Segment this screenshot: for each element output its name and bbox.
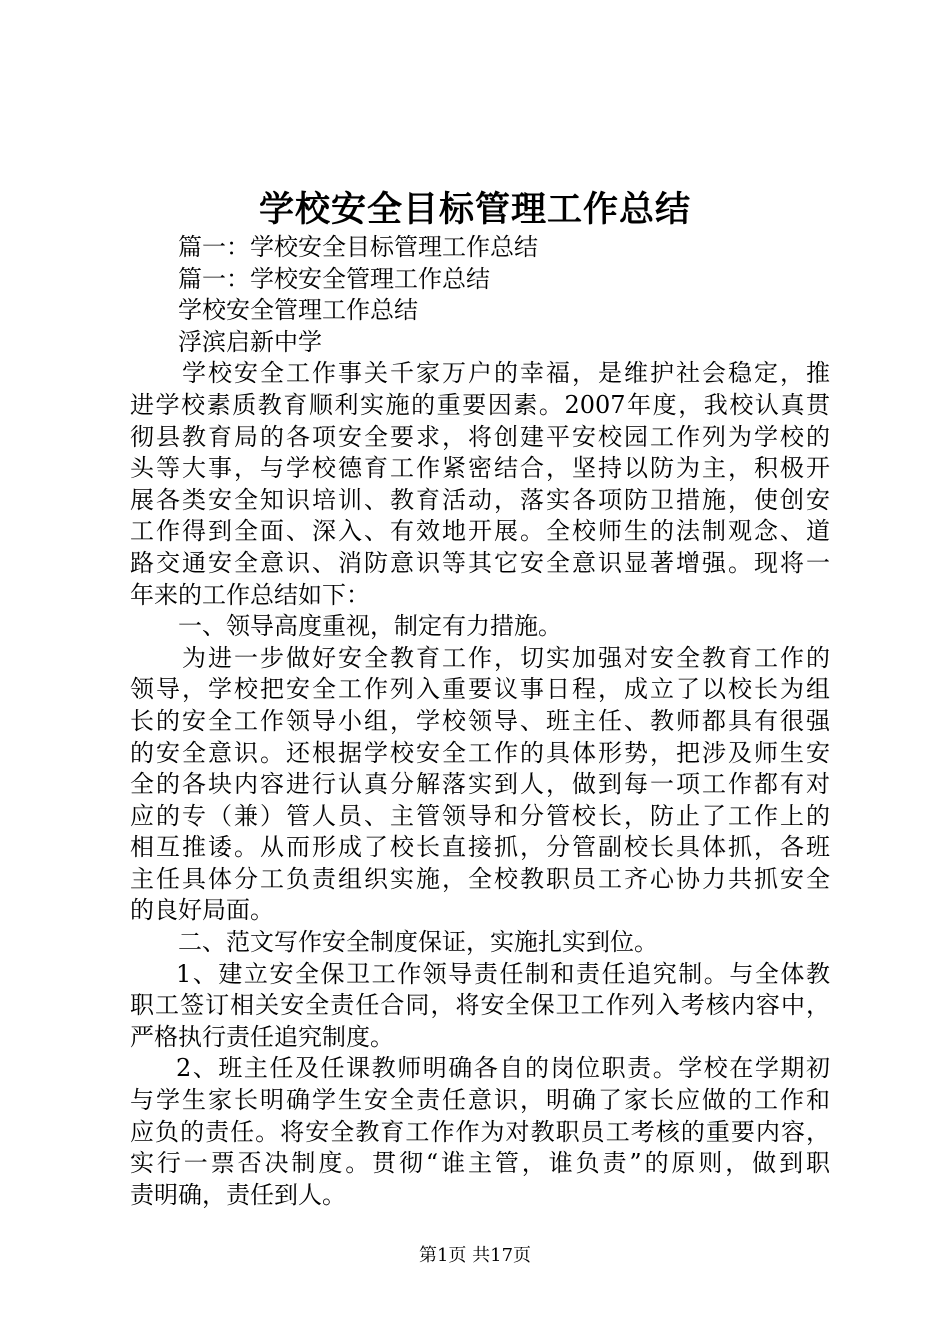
- paragraph-line: 为进一步做好安全教育工作，切实加强对安全教育工作的: [182, 643, 830, 672]
- school-name: 浮滨启新中学: [178, 327, 322, 356]
- paragraph-line: 路交通安全意识、消防意识等其它安全意识显著增强。现将一: [130, 548, 830, 577]
- paragraph-line: 实行一票否决制度。贯彻“谁主管，谁负责”的原则，做到职: [130, 1149, 830, 1178]
- paragraph-line: 工作得到全面、深入、有效地开展。全校师生的法制观念、道: [130, 517, 830, 546]
- document-body: [130, 232, 830, 1211]
- paragraph-line: 严格执行责任追究制度。: [130, 1022, 394, 1051]
- paragraph-line: 的良好局面。: [130, 896, 274, 925]
- paragraph-line: 全的各块内容进行认真分解落实到人，做到每一项工作都有对: [130, 770, 830, 799]
- paragraph-line: 头等大事，与学校德育工作紧密结合，坚持以防为主，积极开: [130, 454, 830, 483]
- paragraph-line: 应的专（兼）管人员、主管领导和分管校长，防止了工作上的: [130, 801, 830, 830]
- paragraph-line: 进学校素质教育顺利实施的重要因素。2007年度，我校认真贯: [130, 390, 830, 419]
- paragraph-line: 的安全意识。还根据学校安全工作的具体形势，把涉及师生安: [130, 738, 830, 767]
- paragraph-line: 职工签订相关安全责任合同，将安全保卫工作列入考核内容中，: [130, 991, 830, 1020]
- paragraph-line: 相互推诿。从而形成了校长直接抓，分管副校长具体抓，各班: [130, 833, 830, 862]
- paragraph-line: 学校安全工作事关千家万户的幸福，是维护社会稳定，推: [182, 359, 830, 388]
- paragraph-line: 年来的工作总结如下：: [130, 580, 370, 609]
- paragraph-line: 2、班主任及任课教师明确各自的岗位职责。学校在学期初: [176, 1054, 830, 1083]
- paragraph-line: 领导，学校把安全工作列入重要议事日程，成立了以校长为组: [130, 675, 830, 704]
- paragraph-line: 1、建立安全保卫工作领导责任制和责任追究制。与全体教: [176, 959, 830, 988]
- document-title: 学校安全目标管理工作总结: [258, 189, 691, 230]
- paragraph-line: 长的安全工作领导小组，学校领导、班主任、教师都具有很强: [130, 706, 830, 735]
- page-number-footer: 第1页 共17页: [418, 1245, 532, 1266]
- paragraph-line: 责明确，责任到人。: [130, 1180, 346, 1209]
- section-heading-system: 二、范文写作安全制度保证，实施扎实到位。: [178, 928, 658, 957]
- section-heading-leadership: 一、领导高度重视，制定有力措施。: [178, 612, 562, 641]
- paragraph-line: 主任具体分工负责组织实施，全校教职员工齐心协力共抓安全: [130, 864, 830, 893]
- paragraph-line: 与学生家长明确学生安全责任意识，明确了家长应做的工作和: [130, 1086, 830, 1115]
- paragraph-line: 应负的责任。将安全教育工作作为对教职员工考核的重要内容，: [130, 1117, 830, 1146]
- section-heading-1: 篇一：学校安全目标管理工作总结: [178, 233, 538, 261]
- paragraph-line: 彻县教育局的各项安全要求，将创建平安校园工作列为学校的: [130, 422, 830, 451]
- paragraph-line: 展各类安全知识培训、教育活动，落实各项防卫措施，使创安: [130, 485, 830, 514]
- article-title: 学校安全管理工作总结: [178, 296, 418, 325]
- section-heading-2: 篇一：学校安全管理工作总结: [178, 264, 490, 293]
